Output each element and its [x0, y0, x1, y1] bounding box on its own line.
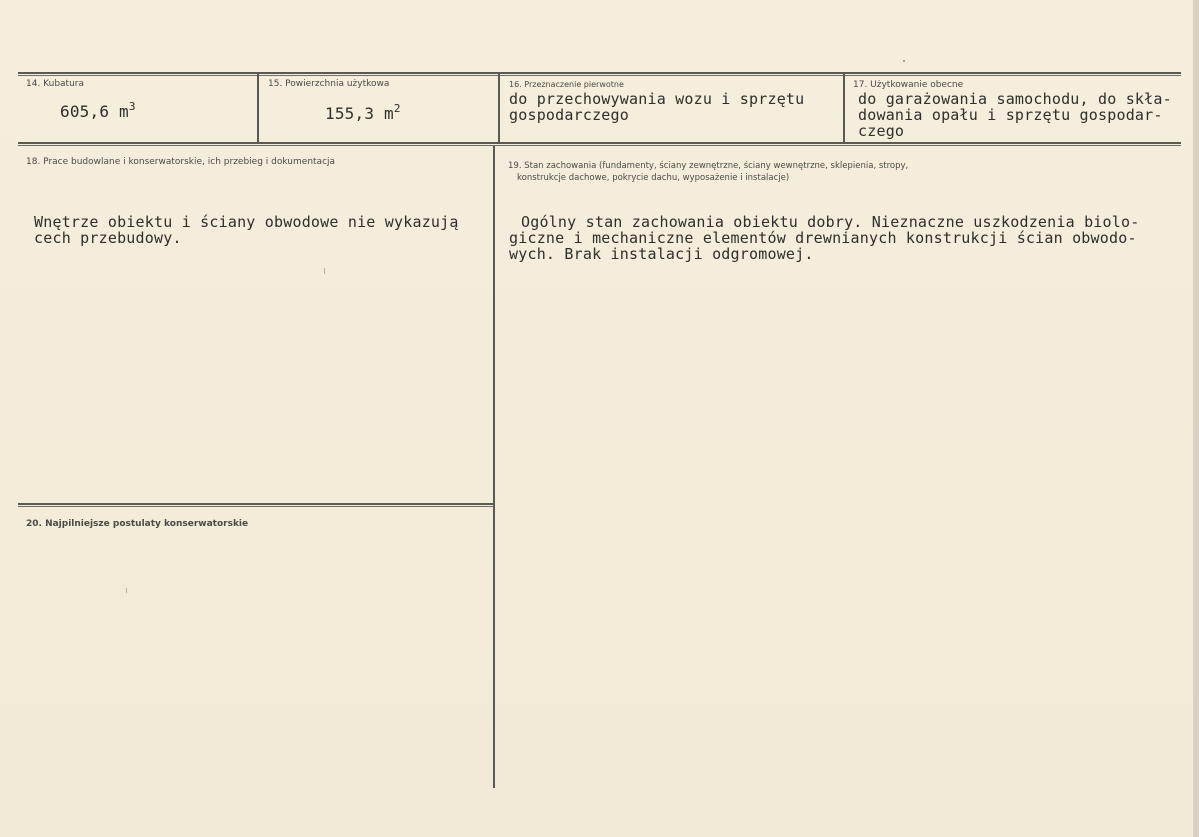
field-14-label: 14. Kubatura — [26, 79, 85, 89]
field-19-line-2: giczne i mechaniczne elementów drewnianych konstrukcji ścian obwodo- — [509, 229, 1137, 247]
col-divider-14-15 — [257, 74, 259, 144]
section-18-bottom-rule-inner — [18, 506, 494, 507]
row1-bottom-rule — [18, 142, 1181, 144]
col-divider-16-17 — [843, 74, 845, 144]
top-rule-inner — [18, 75, 1181, 76]
field-17-line-1: do garażowania samochodu, do skła- — [858, 90, 1172, 108]
field-19-label-line-2: konstrukcje dachowe, pokrycie dachu, wyposażenie i instalacje) — [517, 173, 790, 183]
field-16-label: 16. Przeznaczenie pierwotne — [509, 80, 624, 89]
field-18-label: 18. Prace budowlane i konserwatorskie, ich przebieg i dokumentacja — [26, 157, 336, 167]
field-19-line-1: Ogólny stan zachowania obiektu dobry. Nieznaczne uszkodzenia biolo- — [521, 213, 1140, 231]
field-16-line-2: gospodarczego — [509, 106, 629, 124]
field-20-label: 20. Najpilniejsze postulaty konserwatorskie — [26, 519, 249, 529]
paper-speck — [903, 60, 905, 62]
field-17-line-3: czego — [858, 122, 905, 140]
section-18-bottom-rule — [18, 503, 494, 505]
field-18-line-2: cech przebudowy. — [34, 229, 182, 247]
field-15-label: 15. Powierzchnia użytkowa — [268, 79, 390, 89]
field-15-exponent: 2 — [393, 102, 401, 115]
field-16-line-1: do przechowywania wozu i sprzętu — [509, 90, 805, 108]
field-17-label: 17. Użytkowanie obecne — [853, 80, 964, 90]
field-14-value — [60, 100, 136, 121]
field-15-value — [325, 102, 401, 123]
field-18-line-1: Wnętrze obiektu i ściany obwodowe nie wykazują — [34, 213, 459, 231]
field-15-number: 155,3 m — [325, 104, 394, 123]
paper-speck — [324, 268, 325, 274]
field-14-number: 605,6 m — [60, 102, 129, 121]
paper-speck — [126, 588, 127, 593]
row1-bottom-rule-inner — [18, 145, 1181, 146]
field-19-label-line-1: 19. Stan zachowania (fundamenty, ściany zewnętrzne, ściany wewnętrzne, sklepienia, stropy, — [508, 161, 909, 171]
card-edge — [1193, 0, 1199, 837]
field-14-exponent: 3 — [128, 100, 136, 113]
col-divider-18-19 — [493, 146, 495, 788]
top-rule — [18, 72, 1181, 74]
field-17-line-2: dowania opału i sprzętu gospodar- — [858, 106, 1163, 124]
col-divider-15-16 — [498, 74, 500, 144]
field-19-line-3: wych. Brak instalacji odgromowej. — [509, 245, 814, 263]
